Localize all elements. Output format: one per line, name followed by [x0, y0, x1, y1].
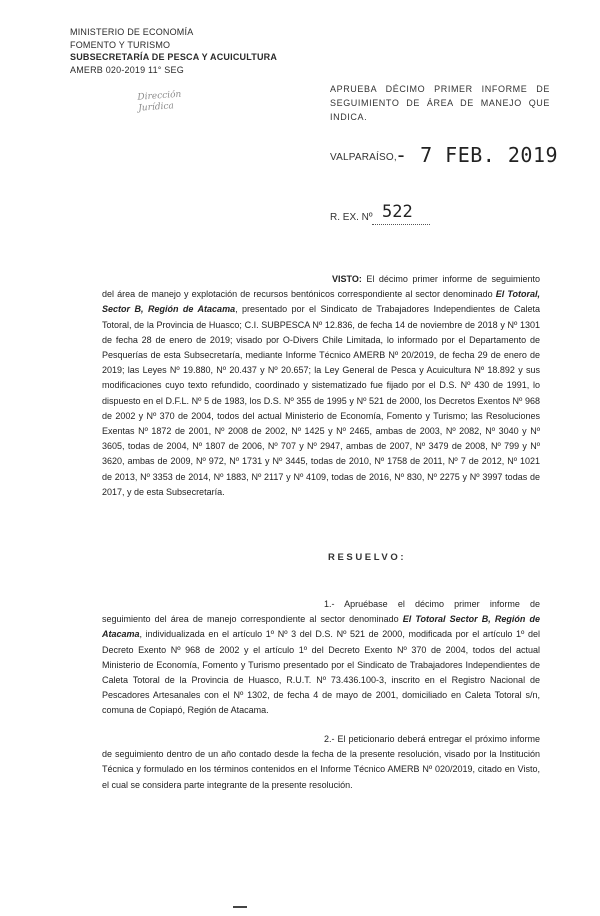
point-1-text-2: , individualizada en el artículo 1º Nº 3 del D.S. Nº 521 de 2000, modificada por el artículo 1º del Decreto Exento Nº 968 de 2002 y el artículo 1º del Decreto Exento Nº 370 de 2004, todos del actual Ministerio de Economía, Fomento y Turismo presentado por el Sindicato de Trabajadores Independientes de Caleta Totoral de la Provincia de Huasco, R.U.T. Nº 73.436.100-3, inscrito en el Registro Nacional de Pescadores Artesanales con el Nº 1302, de fecha 4 de mayo de 2001, domiciliado en Caleta Totoral s/n, comuna de Copiapó, Región de Atacama. — [102, 629, 540, 716]
resuelvo-heading: RESUELVO: — [328, 552, 407, 563]
point-1-text-1: 1.- Apruébase el décimo primer informe de seguimiento del área de manejo correspondiente al sector denominado — [102, 599, 540, 625]
legal-stamp — [137, 87, 217, 118]
point-1-sector: El Totoral Sector B, Región de Atacama — [102, 614, 540, 640]
visto-sector: El Totoral, Sector B, Región de Atacama — [102, 289, 541, 315]
file-reference: AMERB 020-2019 11° SEG — [70, 64, 184, 75]
ministry-name: MINISTERIO DE ECONOMÍA — [70, 27, 194, 37]
visto-text-1: El décimo primer informe de seguimiento del área de manejo y explotación de recursos bentónicos correspondiente al sector denominado — [102, 274, 540, 300]
point-2-text: 2.- El peticionario deberá entregar el próximo informe de seguimiento dentro de un año contado desde la fecha de la presente resolución, visado por la Institución Técnica y formulado en los términos contenidos en el Informe Técnico AMERB Nº 020/2019, citado en Visto, el cual se considera parte integrante de la presente resolución. — [102, 734, 540, 790]
stamp-line-1: Dirección — [137, 89, 182, 103]
subsecretaria-name: SUBSECRETARÍA DE PESCA Y ACUICULTURA — [70, 52, 278, 62]
resolution-label: R. EX. Nº — [330, 212, 373, 223]
visto-label: VISTO: — [332, 274, 362, 284]
visto-text-2: , presentado por el Sindicato de Trabajadores Independientes de Caleta Totoral, de la Provincia de Huasco; C.I. SUBPESCA Nº 12.836, de fecha 14 de noviembre de 2018 y Nº 1301 de fecha 28 de enero de 2019; visado por O-Divers Chile Limitada, lo informado por el Departamento de Pesquerías de esta Subsecretaría, mediante Informe Técnico AMERB Nº 20/2019, de fecha 29 de enero de 2019; las Leyes Nº 19.880, Nº 20.437 y Nº 20.657; la Ley General de Pesca y Acuicultura Nº 18.892 y sus modificaciones cuyo texto refundido, coordinado y sistematizado fue fijado por el D.S. Nº 430 de 1991, lo dispuesto en el D.F.L. Nº 5 de 1983, los D.S. Nº 355 de 1995 y Nº 521 de 2000, los Decretos Exentos Nº 968 de 2002 y Nº 370 de 2004, todos del actual Ministerio de Economía, Fomento y Turismo; las Resoluciones Exentas Nº 1872 de 2001, Nº 2008 de 2002, Nº 1425 y Nº 2465, ambas de 2003, Nº 2082, Nº 3040 y Nº 3605, todas de 2004, Nº 1807 de 2006, Nº 707 y Nº 2947, ambas de 2007, Nº 3479 de 2008, Nº 799 y Nº 3620, ambas de 2009, Nº 972, Nº 1731 y Nº 3445, todas de 2010, Nº 1758 de 2011, Nº 7 de 2012, Nº 1021 de 2013, Nº 3353 de 2014, Nº 1883, Nº 2117 y Nº 4109, todas de 2016, Nº 830, Nº 2275 y Nº 3997 todas de 2017, y de esta Subsecretaría. — [102, 304, 540, 497]
ministry-subtitle: FOMENTO Y TURISMO — [70, 39, 171, 50]
point-2-paragraph — [102, 732, 540, 793]
stamp-line-2: Jurídica — [137, 101, 175, 114]
document-date: - 7 FEB. 2019 — [395, 143, 559, 167]
document-subject: APRUEBA DÉCIMO PRIMER INFORME DE SEGUIMIENTO DE ÁREA DE MANEJO QUE INDICA. — [330, 84, 550, 122]
resolution-number: 522 — [382, 202, 413, 222]
visto-paragraph — [102, 272, 540, 500]
place-label: VALPARAÍSO, — [330, 152, 397, 163]
page-footer-mark — [233, 906, 247, 908]
resolution-number-line — [372, 224, 430, 225]
institution-header — [70, 26, 277, 76]
point-1-paragraph — [102, 597, 540, 719]
